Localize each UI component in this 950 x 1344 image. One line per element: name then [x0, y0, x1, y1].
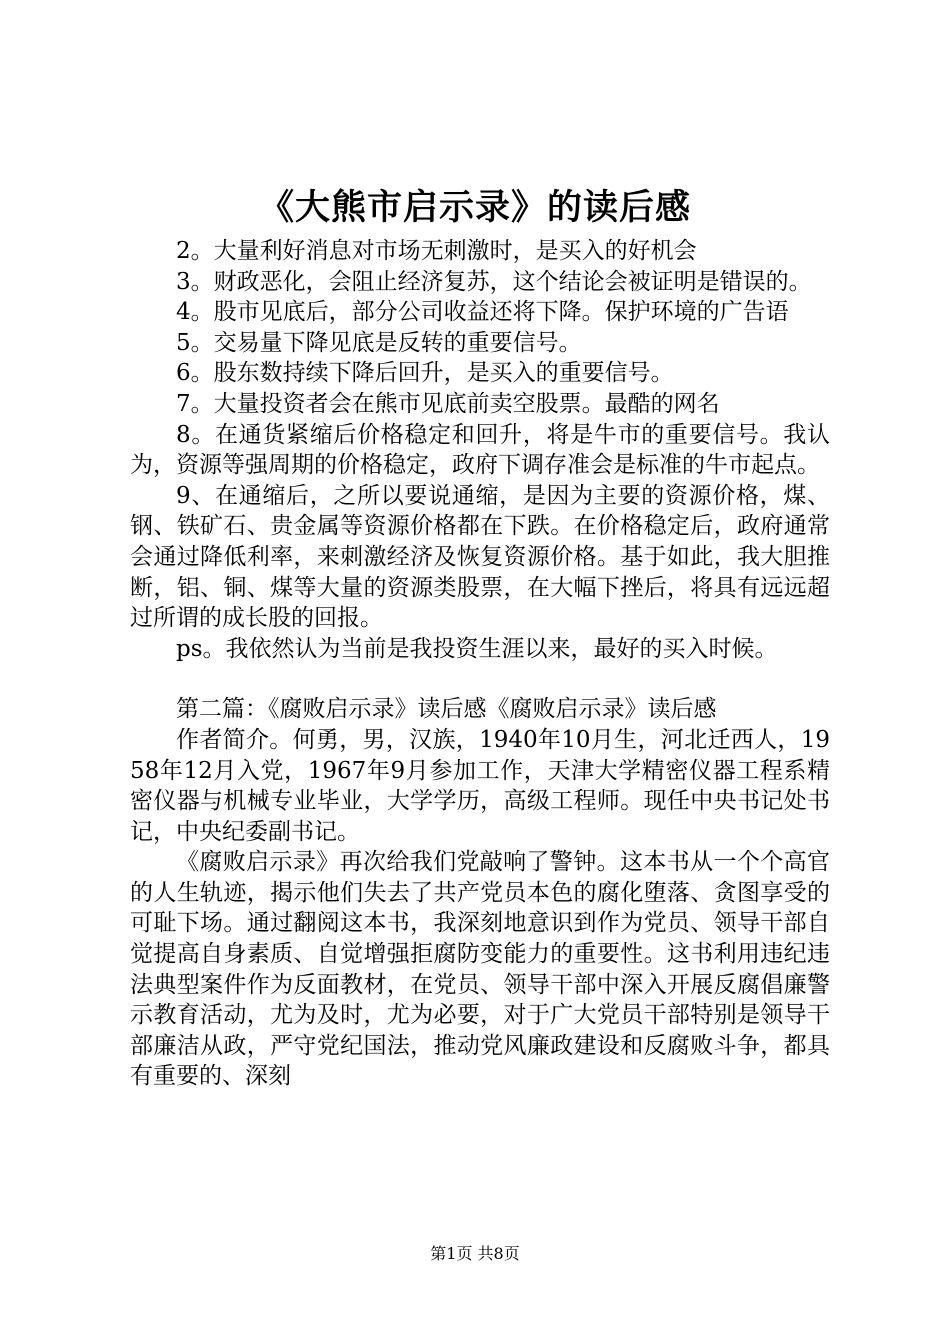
document-body	[130, 236, 830, 1092]
paragraph-6: 7。大量投资者会在熊市见底前卖空股票。最酷的网名	[176, 390, 720, 417]
section2-heading: 第二篇：《腐败启示录》读后感《腐败启示录》读后感	[176, 696, 717, 723]
paragraph-1: 2。大量利好消息对市场无刺激时，是买入的好机会	[176, 238, 697, 264]
section2-paragraph-1: 作者简介。何勇，男，汉族，1940年10月生，河北迁西人，1958年12月入党，1967年9月参加工作，天津大学精密仪器工程系精密仪器与机械专业毕业，大学学历，高级工程师。现任中央书记处书记，中央纪委副书记。	[130, 726, 830, 845]
paragraph-4: 5。交易量下降见底是反转的重要信号。	[176, 329, 582, 356]
paragraph-3: 4。股市见底后，部分公司收益还将下降。保护环境的广告语	[176, 299, 789, 326]
section2-paragraph-2: 《腐败启示录》再次给我们党敲响了警钟。这本书从一个个高官的人生轨迹，揭示他们失去了共产党员本色的腐化堕落、贪图享受的可耻下场。通过翻阅这本书，我深刻地意识到作为党员、领导干部自觉提高自身素质、自觉增强拒腐防变能力的重要性。这书利用违纪违法典型案件作为反面教材，在党员、领导干部中深入开展反腐倡廉警示教育活动，尤为及时，尤为必要，对于广大党员干部特别是领导干部廉洁从政，严守党纪国法，推动党风廉政建设和反腐败斗争，都具有重要的、深刻	[130, 849, 830, 1090]
paragraph-9: ps。我依然认为当前是我投资生涯以来，最好的买入时候。	[176, 635, 778, 662]
paragraph-5: 6。股东数持续下降后回升，是买入的重要信号。	[176, 360, 674, 387]
paragraph-7: 8。在通货紧缩后价格稳定和回升，将是牛市的重要信号。我认为，资源等强周期的价格稳定，政府下调存准会是标准的牛市起点。	[130, 421, 830, 479]
paragraph-2: 3。财政恶化，会阻止经济复苏，这个结论会被证明是错误的。	[176, 268, 812, 295]
document-title: 《大熊市启示录》的读后感	[258, 187, 691, 228]
paragraph-8: 9、在通缩后，之所以要说通缩，是因为主要的资源价格，煤、钢、铁矿石、贵金属等资源价格都在下跌。在价格稳定后，政府通常会通过降低利率，来刺激经济及恢复资源价格。基于如此，我大胆推断，铝、铜、煤等大量的资源类股票，在大幅下挫后，将具有远远超过所谓的成长股的回报。	[130, 482, 830, 632]
page-footer: 第1页 共8页	[430, 1244, 520, 1263]
section-spacer	[130, 664, 830, 694]
